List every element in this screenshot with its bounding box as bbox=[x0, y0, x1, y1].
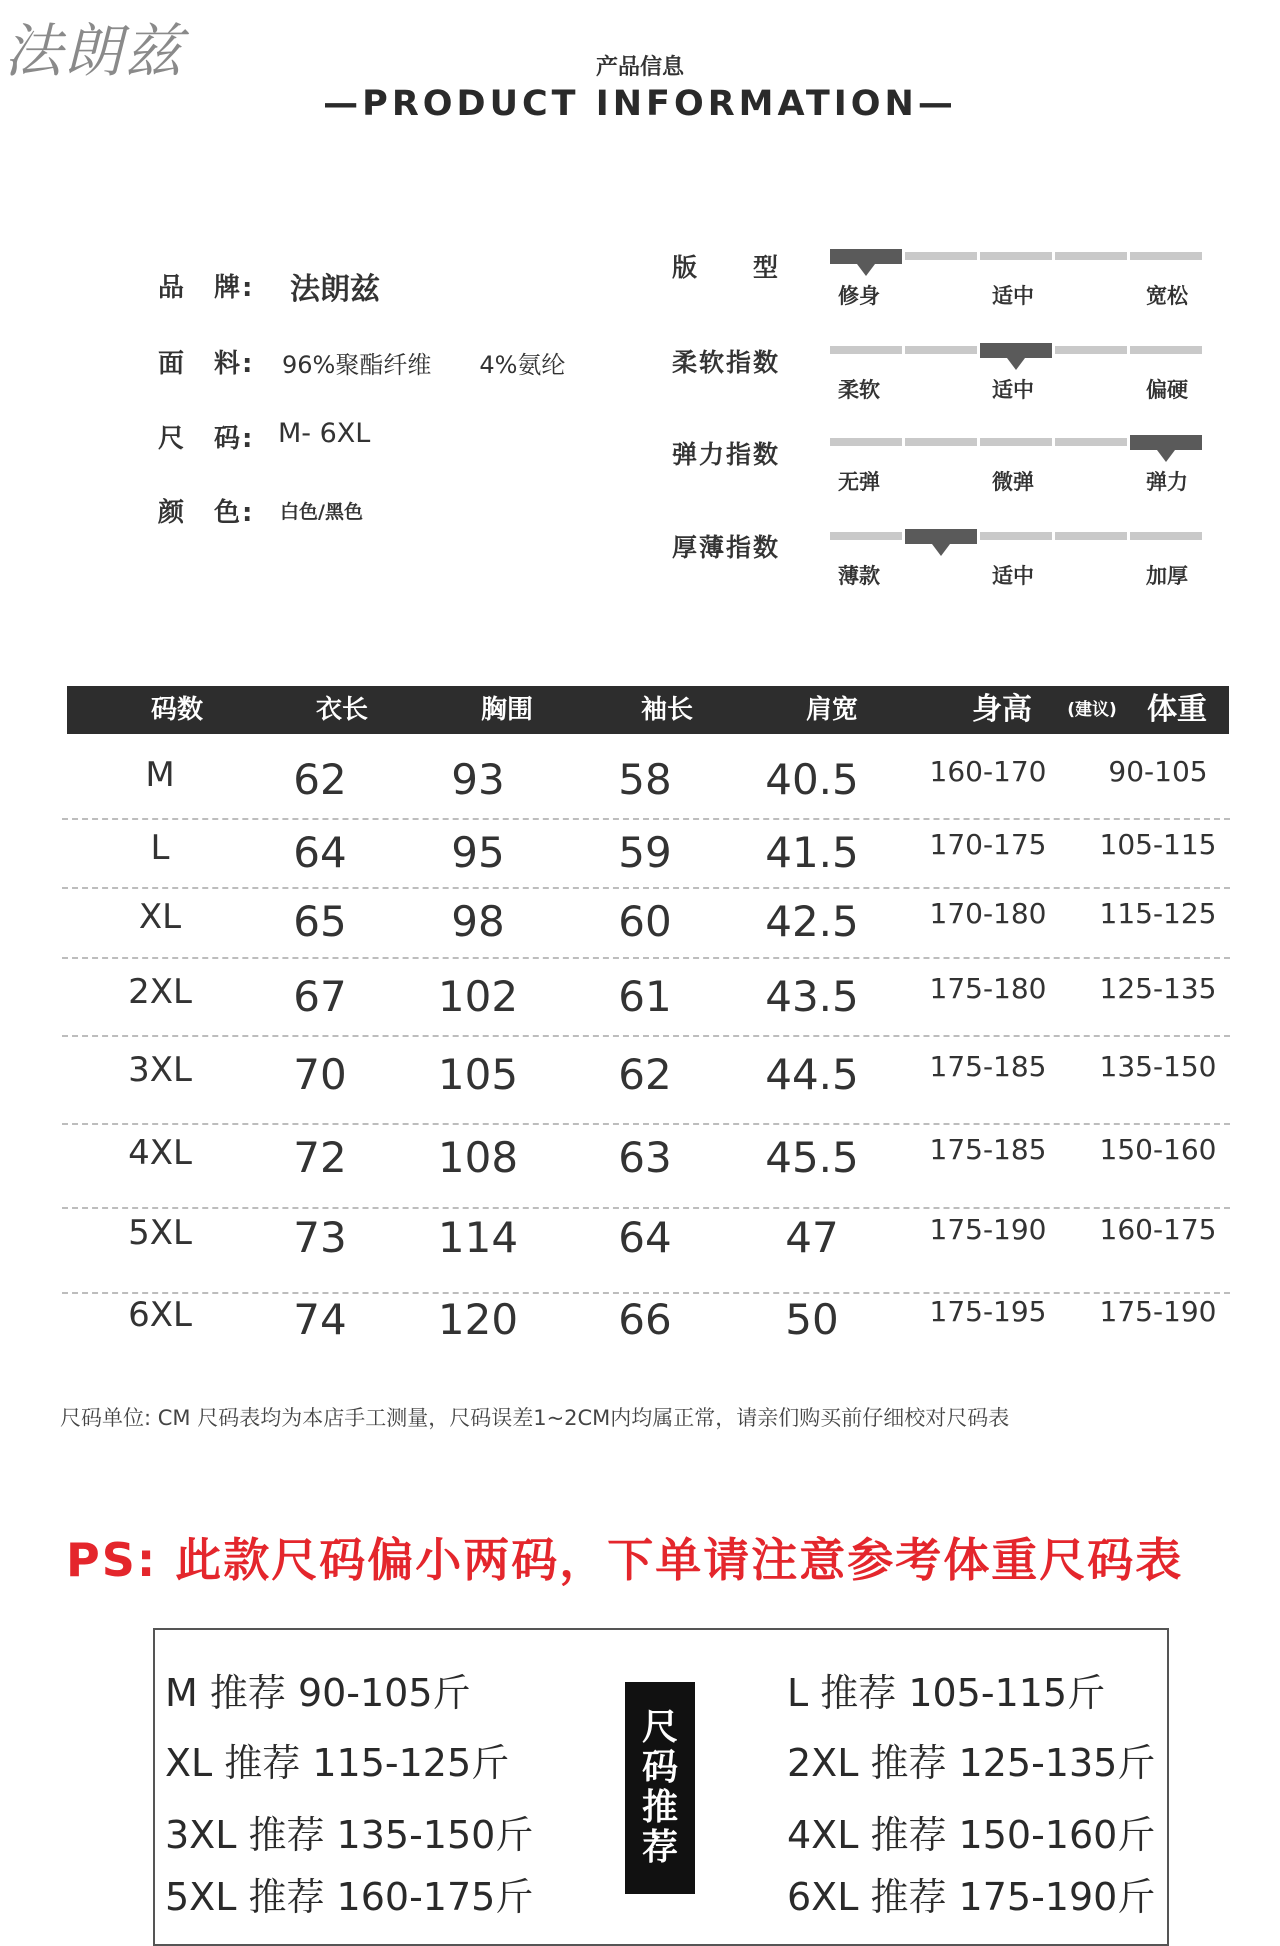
recommend-item: M 推荐 90-105斤 bbox=[165, 1671, 471, 1715]
table-cell: 61 bbox=[618, 972, 672, 1021]
recommend-item: 4XL 推荐 150-160斤 bbox=[787, 1813, 1156, 1857]
table-cell: 175-195 bbox=[929, 1295, 1047, 1328]
size-recommend-badge bbox=[625, 1682, 695, 1894]
row-divider bbox=[62, 818, 1230, 820]
table-cell: 62 bbox=[618, 1050, 672, 1099]
table-cell: 45.5 bbox=[765, 1133, 859, 1182]
table-cell: 160-175 bbox=[1099, 1213, 1217, 1246]
header-weight: 体重 bbox=[1147, 692, 1207, 727]
indicator-label: 弹力指数 bbox=[672, 440, 781, 469]
recommend-item: 3XL 推荐 135-150斤 bbox=[165, 1813, 534, 1857]
header-length: 衣长 bbox=[315, 695, 368, 725]
header-height: 身高 bbox=[972, 692, 1032, 727]
indicator-tick: 适中 bbox=[992, 564, 1034, 588]
indicator-tick: 柔软 bbox=[838, 378, 880, 402]
table-cell: 72 bbox=[293, 1133, 347, 1182]
row-divider bbox=[62, 1292, 1230, 1294]
table-cell: 114 bbox=[437, 1213, 519, 1262]
table-cell: 47 bbox=[785, 1213, 839, 1262]
table-cell: 43.5 bbox=[765, 972, 859, 1021]
indicator-segment bbox=[1055, 252, 1127, 260]
indicator-segment bbox=[1130, 346, 1202, 354]
size-cell: M bbox=[145, 755, 175, 795]
spec-label-color: 颜 色: bbox=[158, 498, 255, 528]
table-cell: 66 bbox=[618, 1295, 672, 1344]
header-suggest-note: (建议) bbox=[1067, 700, 1117, 720]
badge-char bbox=[625, 1708, 695, 1868]
indicator-tick: 加厚 bbox=[1146, 564, 1188, 588]
table-cell: 60 bbox=[618, 897, 672, 946]
table-cell: 170-180 bbox=[929, 897, 1047, 930]
indicator-segment bbox=[1130, 252, 1202, 260]
table-cell: 65 bbox=[293, 897, 347, 946]
measurement-note: 尺码单位: CM 尺码表均为本店手工测量，尺码误差1~2CM内均属正常，请亲们购买前仔细校对尺码表 bbox=[60, 1406, 1010, 1430]
indicator-segment bbox=[830, 532, 902, 540]
indicator-segment bbox=[980, 532, 1052, 540]
size-cell: 2XL bbox=[128, 972, 192, 1012]
indicator-segment bbox=[980, 252, 1052, 260]
spec-value-size: M- 6XL bbox=[278, 418, 371, 449]
table-cell: 41.5 bbox=[765, 828, 859, 877]
indicator-label: 厚薄指数 bbox=[672, 533, 781, 562]
indicator-segment bbox=[905, 252, 977, 260]
indicator-segment bbox=[1130, 532, 1202, 540]
indicator-tick: 修身 bbox=[838, 284, 880, 308]
badge-char: 推 bbox=[641, 1787, 678, 1828]
indicator-segment bbox=[980, 438, 1052, 446]
table-cell: 95 bbox=[451, 828, 505, 877]
spec-value-fabric: 96%聚酯纤维 4%氨纶 bbox=[282, 351, 566, 379]
indicator-tick: 弹力 bbox=[1146, 470, 1188, 494]
table-cell: 64 bbox=[293, 828, 347, 877]
indicator-tick: 微弹 bbox=[992, 470, 1034, 494]
indicator-segment bbox=[1055, 346, 1127, 354]
spec-label-fabric: 面 料: bbox=[158, 349, 255, 379]
table-cell: 74 bbox=[293, 1295, 347, 1344]
row-divider bbox=[62, 1123, 1230, 1125]
indicator-tick: 薄款 bbox=[838, 564, 880, 588]
row-divider bbox=[62, 1207, 1230, 1209]
indicator-tick: 适中 bbox=[992, 378, 1034, 402]
table-cell: 105 bbox=[437, 1050, 519, 1099]
indicator-segment bbox=[830, 346, 902, 354]
spec-label-size: 尺 码: bbox=[158, 424, 255, 454]
watermark: 法朗兹 bbox=[4, 17, 185, 85]
table-cell: 58 bbox=[618, 755, 672, 804]
table-cell: 105-115 bbox=[1099, 828, 1217, 861]
table-cell: 90-105 bbox=[1108, 755, 1208, 788]
table-cell: 67 bbox=[293, 972, 347, 1021]
table-cell: 170-175 bbox=[929, 828, 1047, 861]
indicator-marker bbox=[905, 529, 977, 544]
spec-value-color: 白色/黑色 bbox=[280, 501, 363, 523]
indicator-tick: 宽松 bbox=[1146, 284, 1188, 308]
indicator-segment bbox=[905, 346, 977, 354]
header-shoulder: 肩宽 bbox=[805, 695, 858, 725]
spec-value-brand: 法朗兹 bbox=[290, 272, 380, 307]
indicator-tick: 无弹 bbox=[838, 470, 880, 494]
table-cell: 175-180 bbox=[929, 972, 1047, 1005]
row-divider bbox=[62, 1035, 1230, 1037]
size-cell: 5XL bbox=[128, 1213, 192, 1253]
size-cell: XL bbox=[138, 897, 182, 937]
size-table-header bbox=[67, 686, 1229, 734]
table-cell: 70 bbox=[293, 1050, 347, 1099]
indicator-segment bbox=[1055, 438, 1127, 446]
table-cell: 175-190 bbox=[929, 1213, 1047, 1246]
size-cell: 3XL bbox=[128, 1050, 192, 1090]
row-divider bbox=[62, 957, 1230, 959]
table-cell: 98 bbox=[451, 897, 505, 946]
table-cell: 59 bbox=[618, 828, 672, 877]
indicator-marker bbox=[1130, 435, 1202, 450]
indicator-marker bbox=[980, 343, 1052, 358]
table-cell: 44.5 bbox=[765, 1050, 859, 1099]
indicator-label: 版 型 bbox=[672, 253, 781, 282]
table-cell: 175-190 bbox=[1099, 1295, 1217, 1328]
badge-char: 尺 bbox=[641, 1707, 678, 1748]
size-cell: 6XL bbox=[128, 1295, 192, 1335]
recommend-item: 6XL 推荐 175-190斤 bbox=[787, 1875, 1156, 1919]
recommend-item: XL 推荐 115-125斤 bbox=[165, 1741, 510, 1785]
table-cell: 63 bbox=[618, 1133, 672, 1182]
table-cell: 102 bbox=[437, 972, 519, 1021]
ps-warning: PS: 此款尺码偏小两码，下单请注意参考体重尺码表 bbox=[66, 1533, 1184, 1587]
table-cell: 50 bbox=[785, 1295, 839, 1344]
indicator-tick: 偏硬 bbox=[1146, 378, 1188, 402]
table-cell: 175-185 bbox=[929, 1133, 1047, 1166]
spec-label-brand: 品 牌: bbox=[158, 273, 255, 303]
badge-char: 码 bbox=[641, 1747, 678, 1788]
table-cell: 40.5 bbox=[765, 755, 859, 804]
table-cell: 42.5 bbox=[765, 897, 859, 946]
section-title-cn: 产品信息 bbox=[595, 55, 684, 80]
indicator-marker bbox=[830, 249, 902, 264]
badge-char: 荐 bbox=[641, 1827, 678, 1868]
indicator-segment bbox=[830, 438, 902, 446]
table-cell: 150-160 bbox=[1099, 1133, 1217, 1166]
recommend-item: L 推荐 105-115斤 bbox=[787, 1671, 1106, 1715]
indicator-label: 柔软指数 bbox=[672, 348, 781, 377]
header-chest: 胸围 bbox=[480, 695, 533, 725]
recommend-item: 2XL 推荐 125-135斤 bbox=[787, 1741, 1156, 1785]
table-cell: 64 bbox=[618, 1213, 672, 1262]
size-cell: 4XL bbox=[128, 1133, 192, 1173]
table-cell: 62 bbox=[293, 755, 347, 804]
table-cell: 160-170 bbox=[929, 755, 1047, 788]
header-size: 码数 bbox=[150, 695, 203, 725]
table-cell: 135-150 bbox=[1099, 1050, 1217, 1083]
indicator-segment bbox=[1055, 532, 1127, 540]
indicator-tick: 适中 bbox=[992, 284, 1034, 308]
table-cell: 73 bbox=[293, 1213, 347, 1262]
size-cell: L bbox=[150, 828, 170, 868]
row-divider bbox=[62, 887, 1230, 889]
header-sleeve: 袖长 bbox=[640, 695, 693, 725]
table-cell: 108 bbox=[437, 1133, 519, 1182]
indicator-segment bbox=[905, 438, 977, 446]
table-cell: 120 bbox=[437, 1295, 519, 1344]
table-cell: 175-185 bbox=[929, 1050, 1047, 1083]
recommend-item: 5XL 推荐 160-175斤 bbox=[165, 1875, 534, 1919]
table-cell: 115-125 bbox=[1099, 897, 1217, 930]
table-cell: 93 bbox=[451, 755, 505, 804]
table-cell: 125-135 bbox=[1099, 972, 1217, 1005]
section-title-en: —PRODUCT INFORMATION— bbox=[323, 84, 957, 124]
